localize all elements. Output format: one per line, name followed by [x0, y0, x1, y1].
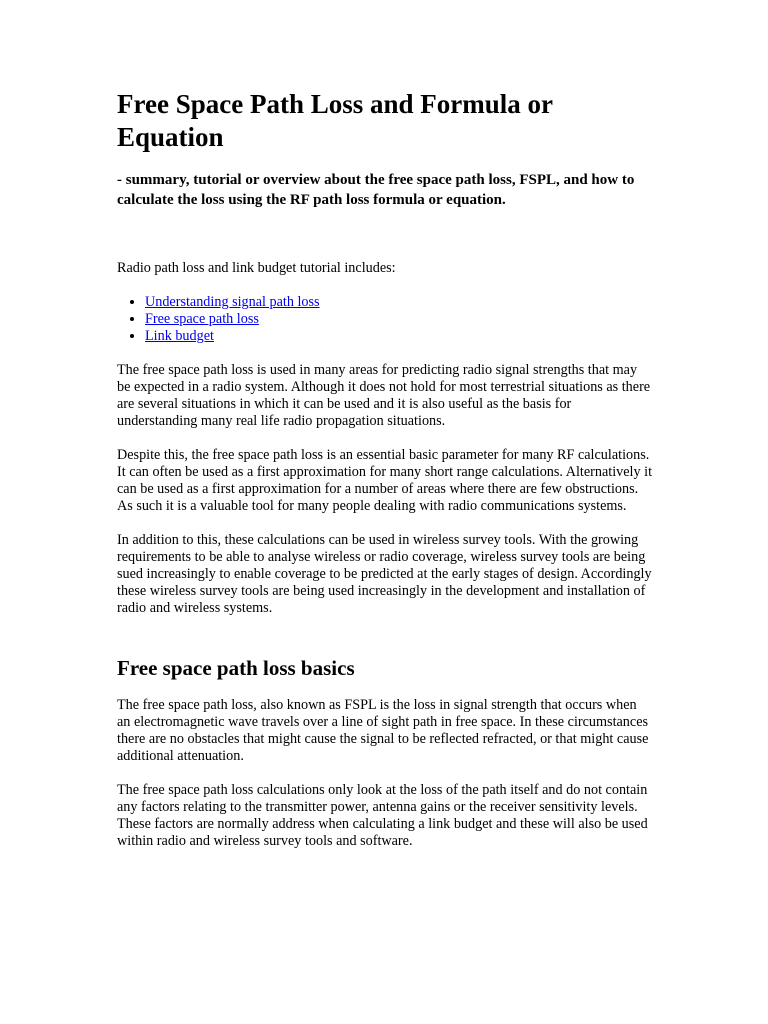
section-heading: Free space path loss basics [117, 656, 355, 680]
document-page [117, 88, 653, 867]
section-paragraph-1: The free space path loss, also known as FSPL is the loss in signal strength that occurs when an electromagnetic wave travels over a line of sight path in free space. In these circumstances there are no obstacles that might cause the signal to be reflected refracted, or that might cause additional attenuation. [117, 697, 649, 764]
list-item [145, 294, 653, 311]
body-paragraph-1: The free space path loss is used in many areas for predicting radio signal strengths that may be expected in a radio system. Although it does not hold for most terrestrial situations as there are several situations in which it can be used and it is also useful as the basis for understanding many real life radio propagation situations. [117, 362, 651, 429]
link-link-budget[interactable]: Link budget [145, 328, 214, 344]
body-paragraph-3: In addition to this, these calculations can be used in wireless survey tools. With the growing requirements to be able to analyse wireless or radio coverage, wireless survey tools are being sued increasingly to enable coverage to be predicted at the early stages of design. Accordingly these wireless survey tools are being used increasingly in the development and installation of radio and wireless systems. [117, 532, 652, 616]
tutorial-link-list [117, 294, 653, 345]
includes-intro: Radio path loss and link budget tutorial includes: [117, 260, 396, 276]
section-paragraph-2: The free space path loss calculations only look at the loss of the path itself and do not contain any factors relating to the transmitter power, antenna gains or the receiver sensitivity levels. These factors are normally address when calculating a link budget and these will also be used within radio and wireless survey tools and software. [117, 782, 648, 849]
page-title: Free Space Path Loss and Formula or Equation [117, 89, 553, 152]
list-item [145, 311, 653, 328]
list-item [145, 328, 653, 345]
body-paragraph-2: Despite this, the free space path loss is an essential basic parameter for many RF calculations. It can often be used as a first approximation for many short range calculations. Alternatively it can be used as a first approximation for a number of areas where there are few obstructions. As such it is a valuable tool for many people dealing with radio communications systems. [117, 447, 653, 514]
link-free-space-path-loss[interactable]: Free space path loss [145, 311, 259, 327]
link-understanding-signal-path-loss[interactable]: Understanding signal path loss [145, 294, 320, 310]
page-subtitle: - summary, tutorial or overview about the free space path loss, FSPL, and how to calculate the loss using the RF path loss formula or equation. [117, 172, 635, 208]
